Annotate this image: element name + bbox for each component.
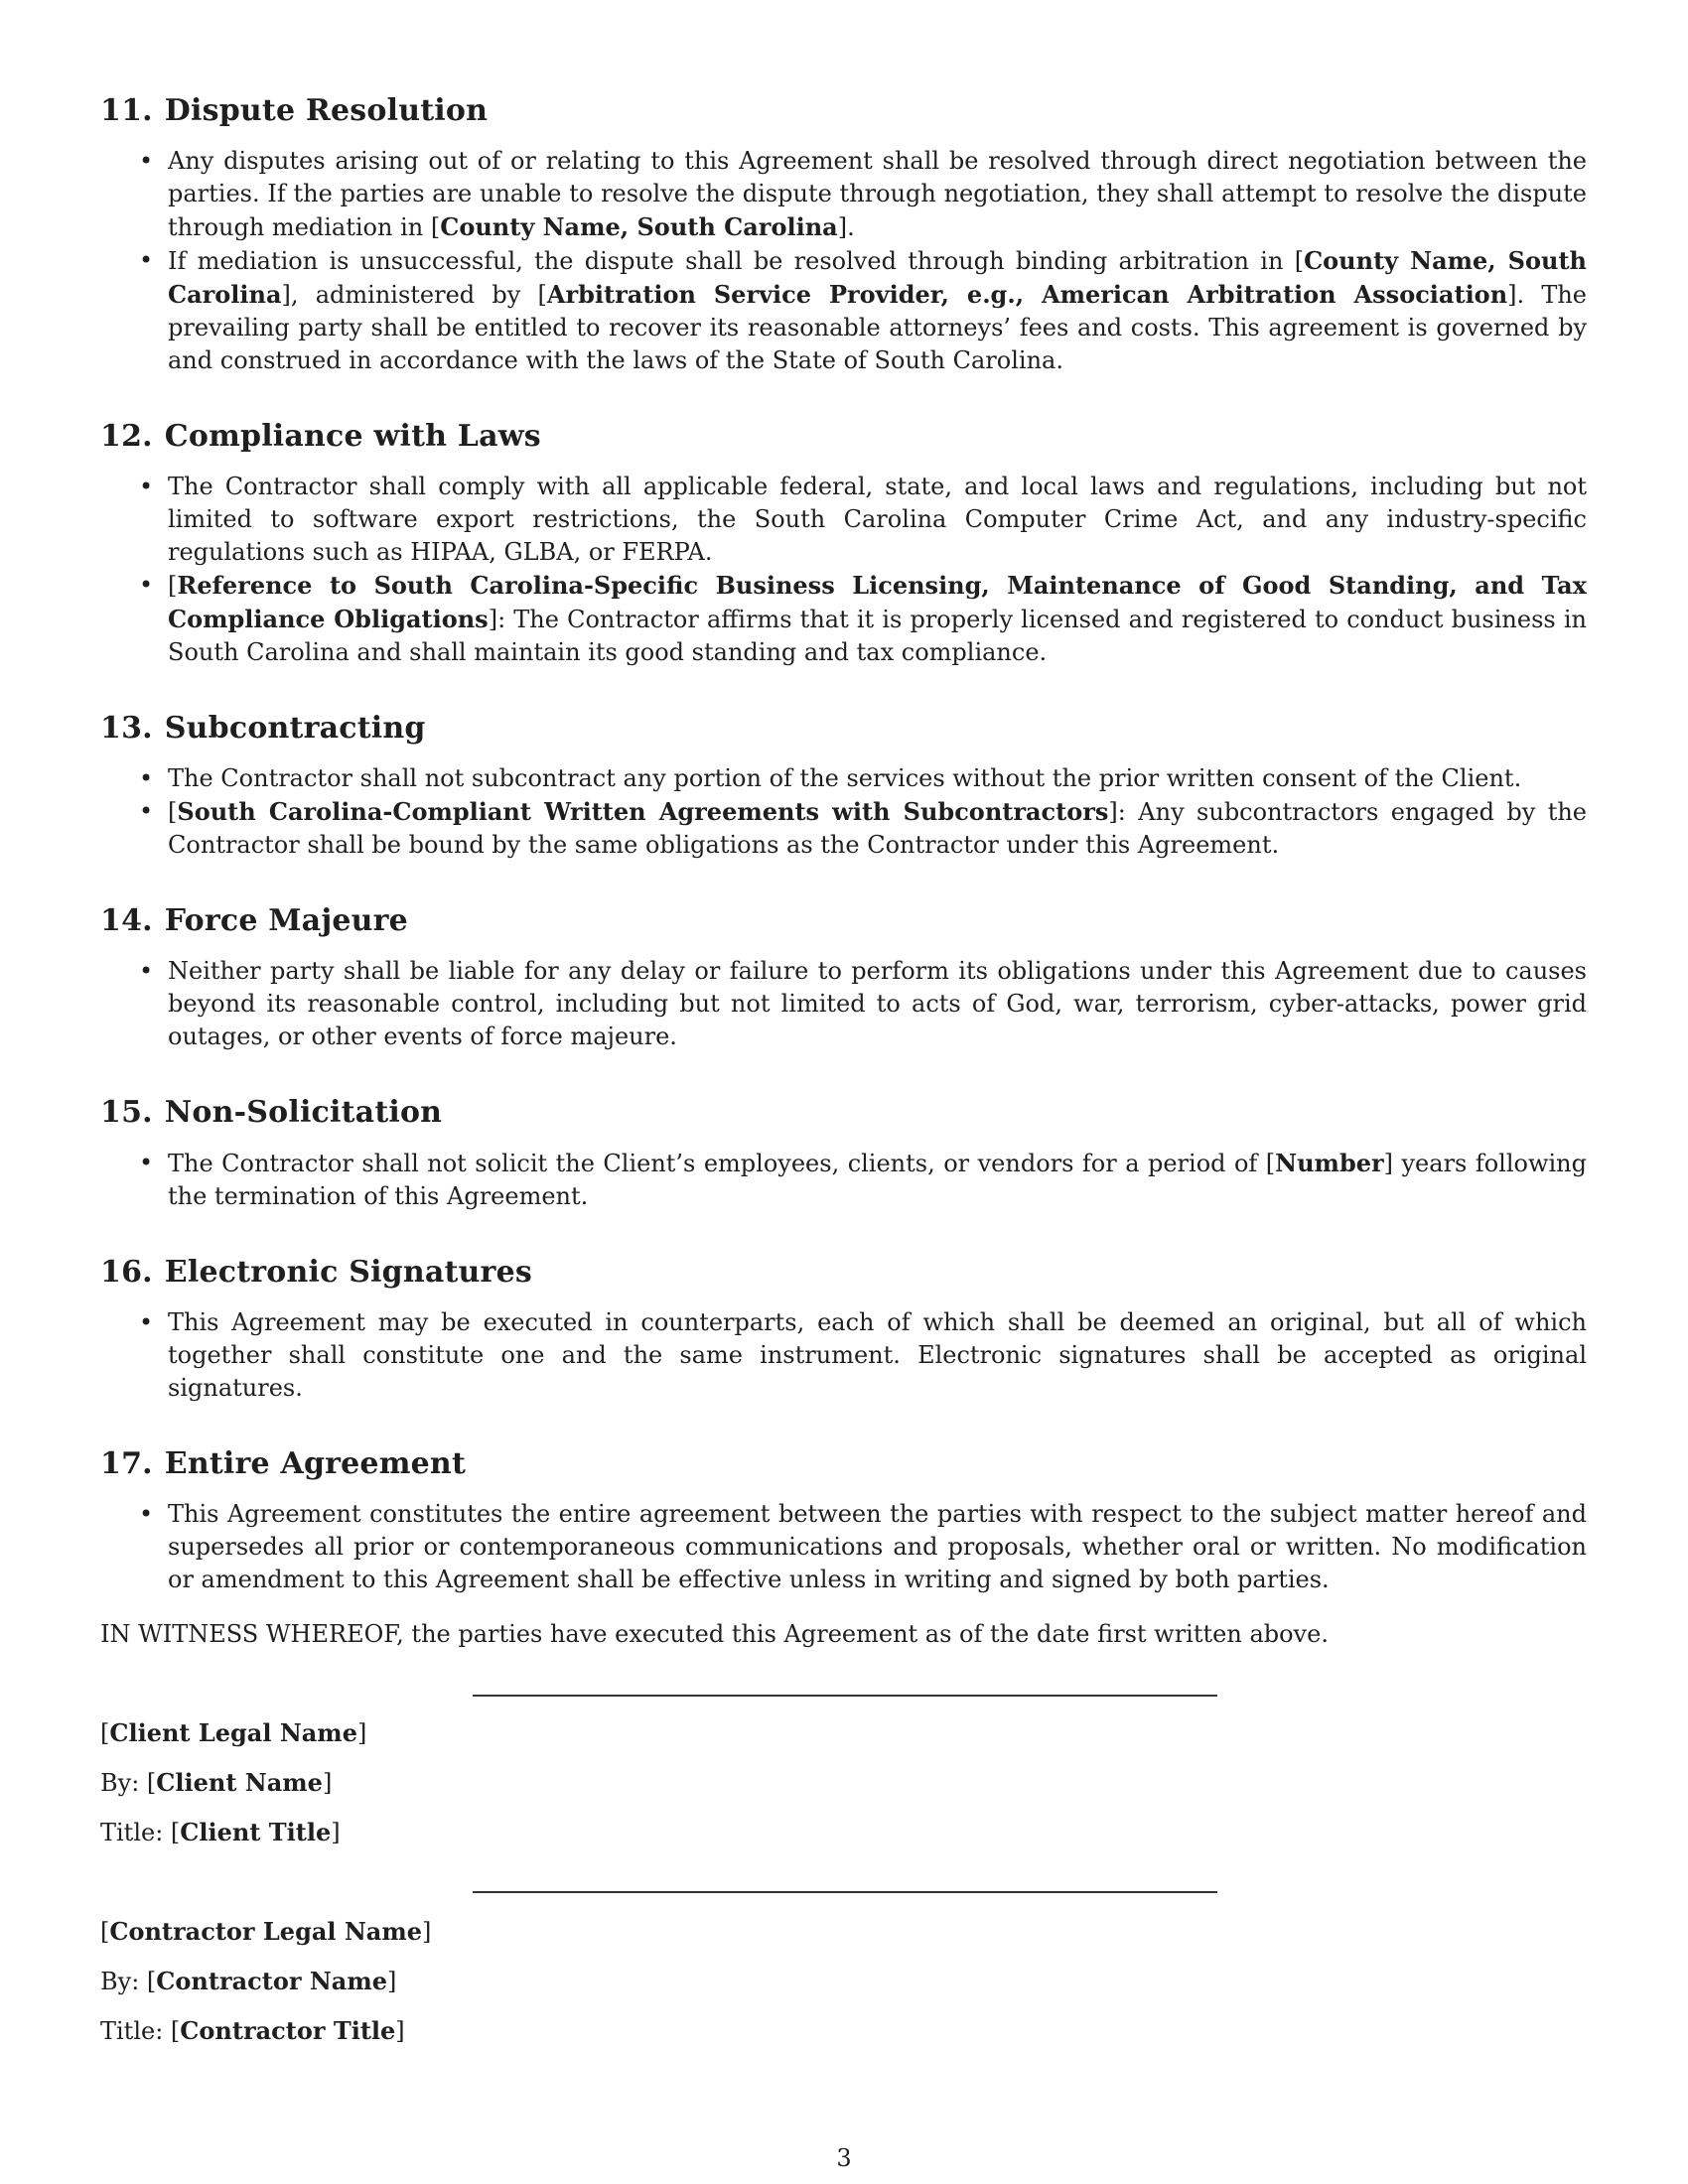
- page-number: 3: [836, 2144, 852, 2172]
- bullet-icon: •: [139, 957, 154, 985]
- clause-text: The Contractor shall comply with all applicable federal, state, and local laws and regulations, including but not limited to software export restrictions, the South Carolina Computer Crime Act, and any industry-specific regulations such as HIPAA, GLBA, or FERPA.: [168, 473, 1587, 566]
- witness-statement: IN WITNESS WHEREOF, the parties have executed this Agreement as of the date first written above.: [100, 1620, 1329, 1648]
- list-item: [100, 145, 1587, 244]
- section-title: Dispute Resolution: [164, 93, 489, 128]
- clause-text: The Contractor shall not solicit the Client’s employees, clients, or vendors for a period of [: [168, 1150, 1276, 1177]
- bullet-list: [100, 1306, 1587, 1405]
- clause-text: ]. The prevailing party shall be entitled to recover its reasonable attorneys’ fees and costs. This agreement is governed by and construed in accordance with the laws of the State of South Carolina.: [168, 281, 1587, 374]
- section-number: 16.: [100, 1255, 153, 1290]
- bullet-list: [100, 1147, 1587, 1213]
- section-title: Subcontracting: [164, 711, 426, 746]
- contractor-by-line: By: [Contractor Name]: [100, 1967, 397, 1995]
- bold-placeholder-text: Reference to South Carolina-Specific Business Licensing, Maintenance of Good Standing, and Tax Compliance Obligations: [168, 571, 1587, 633]
- bullet-icon: •: [139, 473, 154, 500]
- list-item: [100, 1498, 1587, 1596]
- sections-container: [100, 91, 1587, 1596]
- section-number: 15.: [100, 1095, 153, 1130]
- bold-placeholder-text: County Name, South Carolina: [440, 212, 838, 241]
- bold-placeholder-text: South Carolina-Compliant Written Agreements with Subcontractors: [177, 797, 1109, 826]
- clause-text: ].: [837, 213, 855, 241]
- contractor-legal-name: Contractor Legal Name: [109, 1917, 423, 1946]
- clause-text: This Agreement may be executed in counterparts, each of which shall be deemed an original, but all of which together shall constitute one and the same instrument. Electronic signatures shall be accepted as original signatures.: [168, 1308, 1587, 1402]
- document-body: [100, 91, 1587, 2064]
- client-by-line: By: [Client Name]: [100, 1768, 333, 1797]
- clause-text: [: [168, 572, 178, 600]
- section-heading: [100, 1093, 1587, 1133]
- contractor-by-label: By:: [100, 1968, 140, 1995]
- client-title-line: Title: [Client Title]: [100, 1818, 341, 1846]
- contractor-signature-block: [100, 1915, 1587, 2064]
- client-legal-name-line: [Client Legal Name]: [100, 1718, 367, 1747]
- clause-text: ]: The Contractor affirms that it is properly licensed and registered to conduct business in South Carolina and shall maintain its good standing and tax compliance.: [168, 606, 1587, 666]
- clause-text: Any disputes arising out of or relating to this Agreement shall be resolved through direct negotiation between the parties. If the parties are unable to resolve the dispute through negotiation, they shall attempt to resolve the dispute through mediation in [: [168, 147, 1587, 241]
- section: [100, 709, 1587, 862]
- section: [100, 1093, 1587, 1213]
- bullet-list: [100, 1498, 1587, 1596]
- contractor-title-label: Title:: [100, 2017, 164, 2045]
- list-item: [100, 569, 1587, 669]
- section-number: 11.: [100, 93, 153, 128]
- list-item: [100, 762, 1587, 795]
- bold-placeholder-text: County Name, South Carolina: [168, 246, 1587, 309]
- list-item: [100, 1306, 1587, 1405]
- section-title: Entire Agreement: [164, 1446, 466, 1481]
- section-title: Electronic Signatures: [164, 1255, 532, 1290]
- contractor-title-line: Title: [Contractor Title]: [100, 2016, 405, 2045]
- clause-text: ] years following the termination of this Agreement.: [168, 1150, 1588, 1210]
- bullet-list: [100, 471, 1587, 669]
- bold-placeholder-text: Number: [1275, 1149, 1384, 1177]
- bullet-list: [100, 955, 1587, 1053]
- contractor-signature-line: [473, 1891, 1217, 1893]
- client-signature-line: [473, 1695, 1217, 1697]
- section-heading: [100, 901, 1587, 941]
- bullet-icon: •: [139, 1149, 154, 1176]
- section: [100, 91, 1587, 377]
- client-title-label: Title:: [100, 1819, 164, 1846]
- client-by-label: By:: [100, 1769, 140, 1797]
- bullet-icon: •: [139, 246, 154, 274]
- section-title: Compliance with Laws: [164, 419, 541, 454]
- section: [100, 1253, 1587, 1405]
- section-number: 12.: [100, 419, 153, 454]
- client-signature-block: [100, 1716, 1587, 1865]
- client-name: Client Name: [156, 1768, 323, 1797]
- bullet-icon: •: [139, 764, 154, 792]
- list-item: [100, 1147, 1587, 1213]
- bullet-icon: •: [139, 147, 154, 175]
- section-heading: [100, 1444, 1587, 1484]
- section: [100, 417, 1587, 669]
- section-number: 17.: [100, 1446, 153, 1481]
- bullet-list: [100, 145, 1587, 377]
- contractor-name: Contractor Name: [156, 1967, 387, 1995]
- section-number: 13.: [100, 711, 153, 746]
- list-item: [100, 471, 1587, 569]
- client-legal-name: Client Legal Name: [109, 1718, 357, 1747]
- bullet-icon: •: [139, 1308, 154, 1336]
- section-heading: [100, 1253, 1587, 1293]
- clause-text: ]: Any subcontractors engaged by the Contractor shall be bound by the same obligations as the Contractor under this Agreement.: [168, 798, 1588, 859]
- bold-placeholder-text: Arbitration Service Provider, e.g., American Arbitration Association: [546, 280, 1508, 309]
- bullet-list: [100, 762, 1587, 862]
- bullet-icon: •: [139, 571, 154, 599]
- section-number: 14.: [100, 903, 153, 938]
- section-heading: [100, 91, 1587, 131]
- clause-text: [: [168, 798, 178, 826]
- list-item: [100, 244, 1587, 377]
- section-heading: [100, 709, 1587, 749]
- client-title: Client Title: [180, 1818, 332, 1846]
- clause-text: The Contractor shall not subcontract any portion of the services without the prior written consent of the Client.: [168, 764, 1522, 792]
- bullet-icon: •: [139, 1500, 154, 1528]
- clause-text: If mediation is unsuccessful, the dispute shall be resolved through binding arbitration in [: [168, 247, 1305, 275]
- list-item: [100, 795, 1587, 862]
- bullet-icon: •: [139, 797, 154, 825]
- section-title: Non-Solicitation: [164, 1095, 443, 1130]
- section: [100, 1444, 1587, 1596]
- clause-text: ], administered by [: [281, 281, 547, 309]
- list-item: [100, 955, 1587, 1053]
- contractor-title: Contractor Title: [180, 2016, 396, 2045]
- section: [100, 901, 1587, 1053]
- section-title: Force Majeure: [164, 903, 408, 938]
- clause-text: Neither party shall be liable for any delay or failure to perform its obligations under this Agreement due to causes beyond its reasonable control, including but not limited to acts of God, war, terrorism, cyber-attacks, power grid outages, or other events of force majeure.: [168, 957, 1587, 1050]
- contractor-legal-name-line: [Contractor Legal Name]: [100, 1917, 432, 1946]
- section-heading: [100, 417, 1587, 457]
- clause-text: This Agreement constitutes the entire agreement between the parties with respect to the subject matter hereof and supersedes all prior or contemporaneous communications and proposals, whether oral or written. No modification or amendment to this Agreement shall be effective unless in writing and signed by both parties.: [168, 1500, 1587, 1593]
